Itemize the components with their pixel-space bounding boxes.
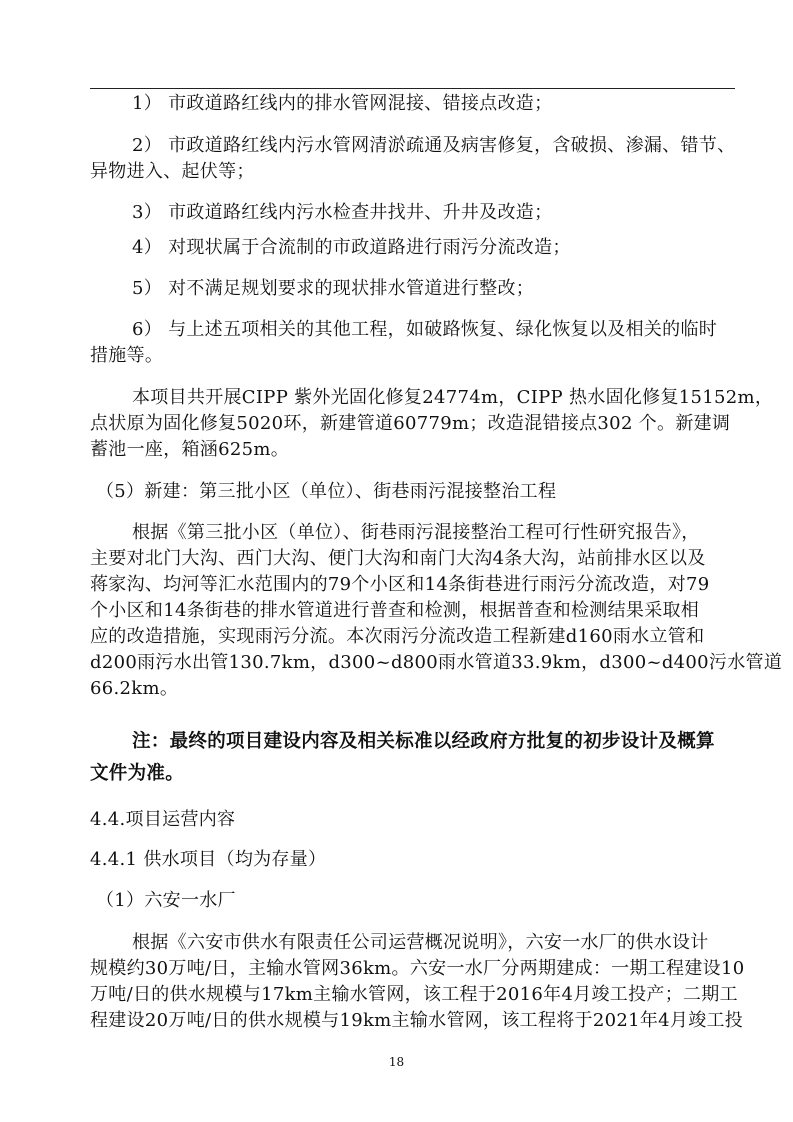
list-item-2-line-1: 2） 市政道路红线内污水管网清淤疏通及病害修复，含破损、渗漏、错节、	[132, 135, 736, 156]
header-rule	[90, 88, 735, 89]
list-item-6-line-1: 6） 与上述五项相关的其他工程，如破路恢复、绿化恢复以及相关的临时	[132, 319, 718, 340]
paragraph-water-plant-line-1: 根据《六安市供水有限责任公司运营概况说明》，六安一水厂的供水设计	[132, 932, 709, 953]
list-item-5: 5） 对不满足规划要求的现状排水管道进行整改；	[132, 278, 535, 299]
paragraph-water-plant-line-3: 万吨/日的供水规模与17km主输水管网，该工程于2016年4月竣工投产；二期工	[90, 984, 738, 1005]
paragraph-batch3-line-4: 个小区和14条街巷的排水管道进行普查和检测，根据普查和检测结果采取相	[90, 600, 700, 621]
page-number: 18	[388, 1055, 405, 1069]
list-item-4: 4） 对现状属于合流制的市政道路进行雨污分流改造；	[132, 237, 571, 258]
paragraph-summary-line-1: 本项目共开展CIPP 紫外光固化修复24774m，CIPP 热水固化修复15152m，	[132, 387, 774, 408]
subsection-heading-5: （5）新建：第三批小区（单位）、街巷雨污混接整治工程	[96, 481, 557, 502]
list-item-1: 1） 市政道路红线内的排水管网混接、错接点改造；	[132, 93, 553, 114]
list-item-2-line-2: 异物进入、起伏等；	[90, 161, 255, 182]
section-heading-4-4-1: 4.4.1 供水项目（均为存量）	[90, 849, 327, 870]
note-line-1: 注：最终的项目建设内容及相关标准以经政府方批复的初步设计及概算	[132, 731, 715, 752]
paragraph-summary-line-3: 蓄池一座，箱涵625m。	[90, 439, 290, 460]
paragraph-water-plant-line-2: 规模约30万吨/日，主输水管网36km。六安一水厂分两期建成：一期工程建设10	[90, 958, 745, 979]
paragraph-water-plant-line-4: 程建设20万吨/日的供水规模与19km主输水管网，该工程将于2021年4月竣工投	[90, 1010, 744, 1031]
paragraph-batch3-line-1: 根据《第三批小区（单位）、街巷雨污混接整治工程可行性研究报告》，	[132, 522, 700, 543]
paragraph-batch3-line-3: 蒋家沟、均河等汇水范围内的79个小区和14条街巷进行雨污分流改造，对79	[90, 574, 710, 595]
list-item-6-line-2: 措施等。	[90, 345, 164, 366]
subsection-heading-1: （1）六安一水厂	[96, 890, 236, 911]
paragraph-batch3-line-7: 66.2km。	[90, 678, 179, 699]
paragraph-batch3-line-5: 应的改造措施，实现雨污分流。本次雨污分流改造工程新建d160雨水立管和	[90, 626, 705, 647]
paragraph-batch3-line-2: 主要对北门大沟、西门大沟、便门大沟和南门大沟4条大沟，站前排水区以及	[90, 548, 706, 569]
note-line-2: 文件为准。	[90, 763, 185, 784]
paragraph-batch3-line-6: d200雨污水出管130.7km，d300~d800雨水管道33.9km，d300~d400污水管道	[90, 652, 783, 673]
section-heading-4-4: 4.4.项目运营内容	[90, 809, 236, 830]
paragraph-summary-line-2: 点状原为固化修复5020环，新建管道60779m；改造混错接点302 个。新建调	[90, 413, 731, 434]
list-item-3: 3） 市政道路红线内污水检查井找井、升井及改造；	[132, 202, 553, 223]
